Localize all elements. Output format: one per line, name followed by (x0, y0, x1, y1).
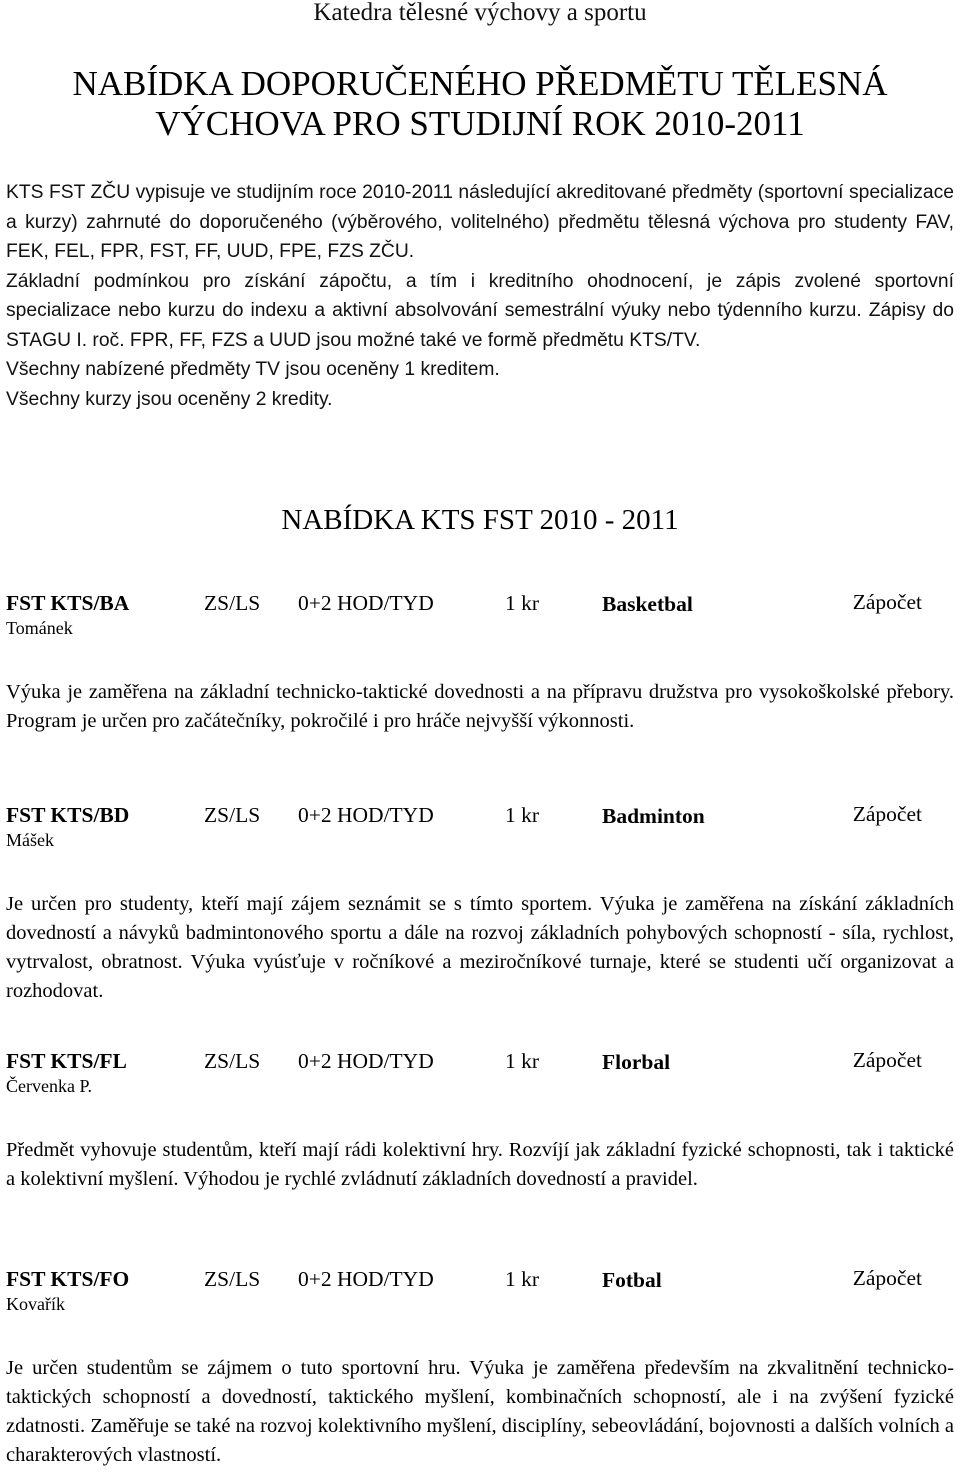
intro-paragraph-1: KTS FST ZČU vypisuje ve studijním roce 2010-2011 následující akreditované předměty (sportovní specializace a kurzy) zahrnuté do doporučeného (výběrového, volitelného) předmětu tělesná výchova pro studenty FAV, FEK, FEL, FPR, FST, FF, UUD, FPE, FZS ZČU. (6, 182, 954, 262)
main-title-line2: VÝCHOVA PRO STUDIJNÍ ROK 2010-2011 (155, 104, 805, 143)
course-name: Fotbal (602, 1268, 662, 1292)
course-teacher: Mášek (6, 830, 54, 850)
course-hours: 0+2 HOD/TYD (298, 1049, 434, 1073)
intro-text (6, 178, 954, 414)
main-title-line1: NABÍDKA DOPORUČENÉHO PŘEDMĚTU TĚLESNÁ (72, 64, 888, 103)
course-credits: 1 kr (505, 1267, 540, 1291)
course-hours: 0+2 HOD/TYD (298, 1267, 434, 1291)
course-assessment: Zápočet (852, 1048, 922, 1072)
intro-credits-subjects: Všechny nabízené předměty TV jsou oceněny 1 kreditem. (6, 359, 500, 380)
course-teacher: Červenka P. (6, 1076, 92, 1096)
course-description: Je určen pro studenty, kteří mají zájem seznámit se s tímto sportem. Výuka je zaměřena na získání základních dovedností a návyků badmintonového sportu a dále na rozvoj základních pohybových schopností - síla, rychlost, vytrvalost, obratnost. Výuka vyúsťuje v ročníkové a meziročníkové turnaje, které se studenti učí organizovat a rozhodovat. (6, 893, 954, 1002)
course-teacher: Tománek (6, 618, 73, 638)
course-fotbal (6, 1264, 954, 1470)
course-basketbal (6, 588, 954, 736)
course-header (6, 1046, 954, 1076)
course-code: FST KTS/FL (6, 1049, 127, 1073)
course-semester: ZS/LS (204, 1267, 261, 1291)
course-teacher: Kovařík (6, 1294, 65, 1314)
course-florbal (6, 1046, 954, 1194)
course-semester: ZS/LS (204, 1049, 261, 1073)
course-credits: 1 kr (505, 803, 540, 827)
course-code: FST KTS/FO (6, 1267, 130, 1291)
course-assessment: Zápočet (852, 1266, 922, 1290)
course-hours: 0+2 HOD/TYD (298, 803, 434, 827)
course-assessment: Zápočet (852, 802, 922, 826)
course-name: Basketbal (602, 592, 693, 616)
course-badminton (6, 800, 954, 1006)
course-credits: 1 kr (505, 1049, 540, 1073)
course-name: Florbal (602, 1050, 671, 1074)
course-header (6, 800, 954, 830)
course-semester: ZS/LS (204, 803, 261, 827)
intro-credits-courses: Všechny kurzy jsou oceněny 2 kredity. (6, 388, 333, 410)
course-assessment: Zápočet (852, 590, 922, 614)
course-header (6, 1264, 954, 1294)
course-credits: 1 kr (505, 591, 540, 615)
department-name: Katedra tělesné výchovy a sportu (313, 0, 647, 26)
main-title (0, 64, 960, 144)
intro-paragraph-2: Základní podmínkou pro získání zápočtu, a tím i kreditního ohodnocení, je zápis zvolené sportovní specializace nebo kurzu do indexu a aktivní absolvování semestrální výuky nebo týdenního kurzu. Zápisy do STAGU I. roč. FPR, FF, FZS a UUD jsou možné také ve formě předmětu KTS/TV. (6, 270, 954, 351)
offer-title: NABÍDKA KTS FST 2010 - 2011 (281, 504, 679, 536)
course-description: Je určen studentům se zájmem o tuto sportovní hru. Výuka je zaměřena především na zkvalitnění technicko-taktických schopností a dovedností, taktického myšlení, kombinačních schopností, ale i na zvýšení fyzické zdatnosti. Zaměřuje se také na rozvoj kolektivního myšlení, disciplíny, sebeovládání, bojovnosti a dalších volních a charakterových vlastností. (6, 1357, 954, 1466)
course-header (6, 588, 954, 618)
course-code: FST KTS/BD (6, 803, 130, 827)
course-description: Výuka je zaměřena na základní technicko-taktické dovednosti a na přípravu družstva pro vysokoškolské přebory. Program je určen pro začátečníky, pokročilé i pro hráče nejvyšší výkonnosti. (6, 681, 954, 732)
course-code: FST KTS/BA (6, 591, 130, 615)
course-semester: ZS/LS (204, 591, 261, 615)
course-name: Badminton (602, 804, 705, 828)
course-hours: 0+2 HOD/TYD (298, 591, 434, 615)
course-description: Předmět vyhovuje studentům, kteří mají rádi kolektivní hry. Rozvíjí jak základní fyzické schopnosti, tak i taktické a kolektivní myšlení. Výhodou je rychlé zvládnutí základních dovedností a pravidel. (6, 1139, 954, 1190)
